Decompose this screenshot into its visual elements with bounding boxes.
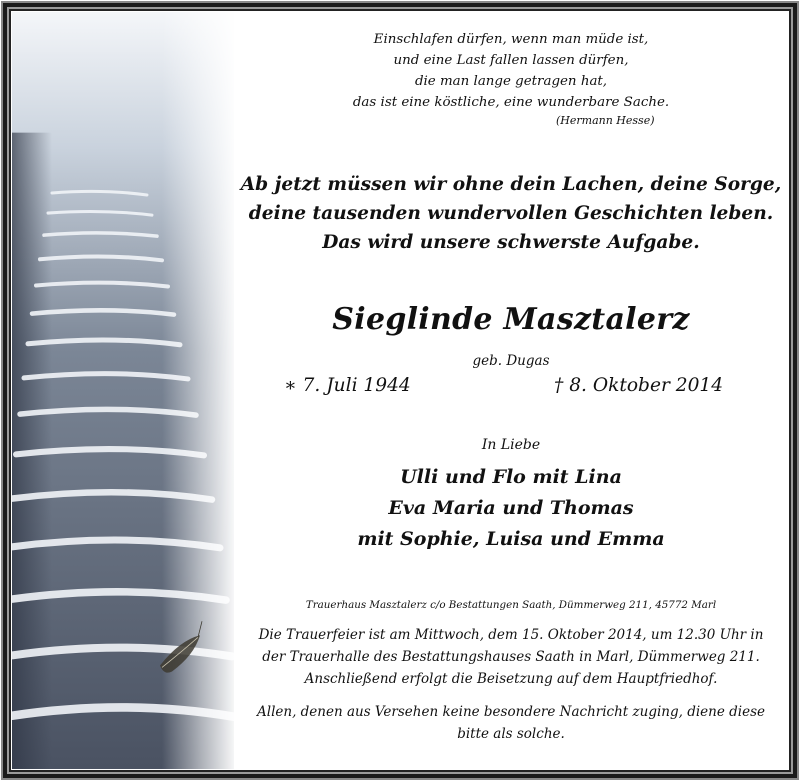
birth-date: ∗ 7. Juli 1944 (284, 375, 411, 396)
notice-line: Allen, denen aus Versehen keine besondere Nachricht zuging, diene diese (257, 704, 765, 720)
lead-line: deine tausenden wundervollen Geschichten leben. (248, 203, 774, 224)
ceremony-line: Anschließend erfolgt die Beisetzung auf dem Hauptfriedhof. (304, 671, 718, 687)
poem (234, 29, 788, 113)
staircase-image (12, 12, 234, 769)
mourners-intro: In Liebe (481, 437, 541, 453)
mourner-line: Ulli und Flo mit Lina (400, 466, 622, 488)
poem-author: (Hermann Hesse) (556, 114, 655, 127)
death-date: † 8. Oktober 2014 (554, 375, 724, 396)
staircase-picture (12, 12, 234, 769)
lead-text (234, 170, 788, 257)
notice-line: bitte als solche. (457, 726, 565, 742)
poem-line: und eine Last fallen lassen dürfen, (393, 53, 629, 68)
poem-line: das ist eine köstliche, eine wunderbare Sache. (352, 95, 670, 110)
ceremony-line: Die Trauerfeier ist am Mittwoch, dem 15. Oktober 2014, um 12.30 Uhr in (258, 627, 764, 643)
poem-line: Einschlafen dürfen, wenn man müde ist, (373, 32, 649, 47)
lead-line: Ab jetzt müssen wir ohne dein Lachen, deine Sorge, (240, 174, 782, 195)
poem-line: die man lange getragen hat, (414, 74, 608, 89)
mourner-line: mit Sophie, Luisa und Emma (357, 528, 665, 550)
ceremony-info (234, 624, 788, 690)
maiden-name: geb. Dugas (472, 353, 550, 369)
ceremony-line: der Trauerhalle des Bestattungshauses Saath in Marl, Dümmerweg 211. (262, 649, 760, 665)
lead-line: Das wird unsere schwerste Aufgabe. (322, 232, 700, 253)
obituary-card (12, 12, 788, 769)
notice-text (234, 701, 788, 745)
text-column (234, 12, 788, 769)
mourners-list (234, 462, 788, 555)
mourner-line: Eva Maria und Thomas (388, 497, 634, 519)
deceased-name: Sieglinde Masztalerz (332, 302, 690, 337)
mourning-address: Trauerhaus Masztalerz c/o Bestattungen Saath, Dümmerweg 211, 45772 Marl (305, 599, 717, 611)
